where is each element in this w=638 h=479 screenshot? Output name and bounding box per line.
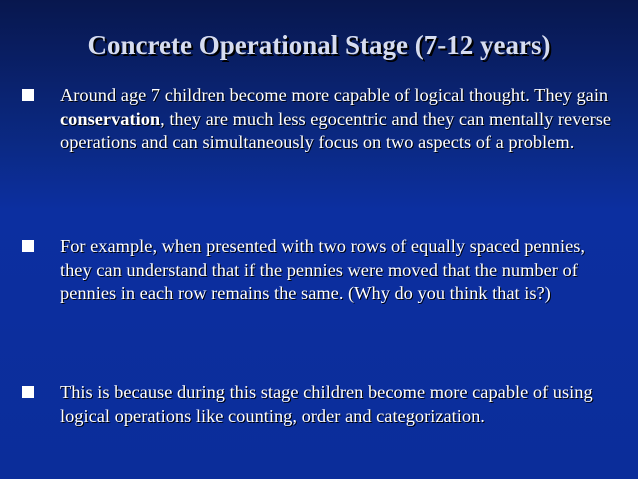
square-bullet-icon (22, 240, 34, 252)
bullet-1-text-before: Around age 7 children become more capable of logical thought. They gain (60, 85, 609, 105)
bullet-text-1 (60, 84, 620, 155)
slide-title: Concrete Operational Stage (7-12 years) (87, 30, 551, 60)
bullet-1-bold-term: conservation (60, 108, 161, 129)
bullet-text-3: This is because during this stage children become more capable of using logical operations like counting, order and categorization. (60, 382, 593, 426)
square-bullet-icon (22, 89, 34, 101)
bullet-1-text-after: , they are much less egocentric and they can mentally reverse operations and can simultaneously focus on two aspects of a problem. (60, 108, 612, 152)
bullet-text-2: For example, when presented with two rows of equally spaced pennies, they can understand that if the pennies were moved that the number of pennies in each row remains the same. (Why do you think that is?) (60, 236, 586, 303)
square-bullet-icon (22, 386, 34, 398)
